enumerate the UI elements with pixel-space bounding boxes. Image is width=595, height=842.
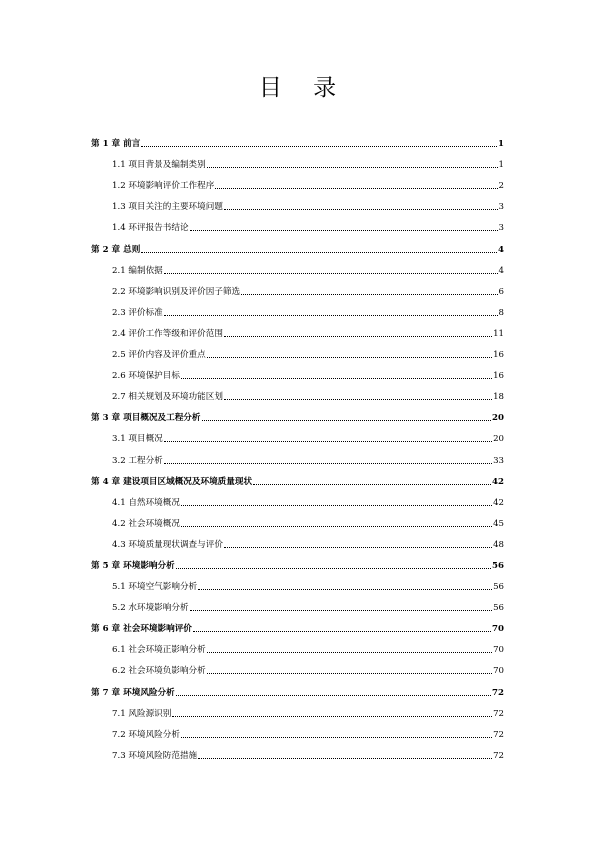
- dot-leader: [193, 631, 491, 632]
- toc-entry-page-number: 3: [498, 202, 504, 213]
- toc-entry-label: 2.1 编制依据: [112, 265, 163, 276]
- toc-entry-page-number: 56: [493, 603, 504, 614]
- toc-chapter-entry[interactable]: [91, 613, 504, 634]
- toc-entry-label: 7.1 风险源识别: [112, 708, 172, 719]
- toc-entry-label: 2.4 评价工作等级和评价范围: [112, 328, 223, 339]
- toc-section-entry[interactable]: [91, 719, 504, 740]
- toc-entry-label: 4.3 环境质量现状调查与评价: [112, 539, 223, 550]
- toc-entry-page-number: 70: [493, 645, 504, 656]
- toc-section-entry[interactable]: [91, 212, 504, 233]
- toc-entry-page-number: 1: [498, 139, 504, 150]
- toc-entry-label: 6.2 社会环境负影响分析: [112, 666, 206, 677]
- toc-entry-label: 1.1 项目背景及编制类别: [112, 160, 206, 171]
- table-of-contents: [91, 128, 504, 761]
- toc-section-entry[interactable]: [91, 444, 504, 465]
- dot-leader: [172, 716, 492, 717]
- toc-entry-page-number: 33: [493, 455, 504, 466]
- toc-section-entry[interactable]: [91, 698, 504, 719]
- dot-leader: [224, 209, 498, 210]
- dot-leader: [164, 463, 492, 464]
- dot-leader: [164, 315, 498, 316]
- toc-entry-page-number: 16: [493, 350, 504, 361]
- toc-section-entry[interactable]: [91, 655, 504, 676]
- toc-chapter-entry[interactable]: [91, 676, 504, 697]
- toc-entry-page-number: 4: [498, 265, 504, 276]
- toc-section-entry[interactable]: [91, 170, 504, 191]
- toc-entry-label: 第 2 章 总则: [91, 244, 141, 255]
- toc-entry-page-number: 72: [493, 729, 504, 740]
- toc-section-entry[interactable]: [91, 508, 504, 529]
- dot-leader: [224, 399, 492, 400]
- dot-leader: [181, 737, 492, 738]
- toc-entry-page-number: 42: [492, 476, 504, 487]
- toc-chapter-entry[interactable]: [91, 233, 504, 254]
- dot-leader: [141, 252, 497, 253]
- toc-entry-page-number: 6: [498, 286, 504, 297]
- toc-entry-page-number: 72: [493, 750, 504, 761]
- dot-leader: [224, 336, 492, 337]
- dot-leader: [190, 230, 498, 231]
- toc-section-entry[interactable]: [91, 634, 504, 655]
- toc-entry-label: 3.1 项目概况: [112, 434, 163, 445]
- dot-leader: [215, 188, 497, 189]
- toc-section-entry[interactable]: [91, 529, 504, 550]
- toc-entry-page-number: 42: [493, 497, 504, 508]
- toc-entry-label: 2.6 环境保护目标: [112, 371, 180, 382]
- toc-section-entry[interactable]: [91, 149, 504, 170]
- toc-entry-page-number: 2: [498, 181, 504, 192]
- toc-entry-label: 2.3 评价标准: [112, 307, 163, 318]
- dot-leader: [141, 146, 497, 147]
- dot-leader: [176, 695, 491, 696]
- toc-chapter-entry[interactable]: [91, 402, 504, 423]
- toc-section-entry[interactable]: [91, 318, 504, 339]
- toc-entry-label: 2.5 评价内容及评价重点: [112, 350, 206, 361]
- toc-entry-page-number: 72: [493, 708, 504, 719]
- toc-entry-page-number: 72: [492, 687, 504, 698]
- dot-leader: [202, 420, 492, 421]
- toc-entry-page-number: 20: [492, 413, 504, 424]
- toc-entry-label: 4.1 自然环境概况: [112, 497, 180, 508]
- toc-entry-page-number: 8: [498, 307, 504, 318]
- toc-section-entry[interactable]: [91, 571, 504, 592]
- toc-entry-page-number: 70: [492, 624, 504, 635]
- toc-entry-label: 第 4 章 建设项目区域概况及环境质量现状: [91, 476, 253, 487]
- dot-leader: [207, 357, 492, 358]
- toc-entry-label: 7.2 环境风险分析: [112, 729, 180, 740]
- toc-entry-page-number: 1: [498, 160, 504, 171]
- toc-entry-label: 第 1 章 前言: [91, 139, 141, 150]
- toc-entry-label: 5.1 环境空气影响分析: [112, 582, 198, 593]
- toc-chapter-entry[interactable]: [91, 128, 504, 149]
- dot-leader: [164, 273, 498, 274]
- toc-entry-label: 第 5 章 环境影响分析: [91, 560, 175, 571]
- toc-entry-page-number: 48: [493, 539, 504, 550]
- toc-entry-label: 1.3 项目关注的主要环境问题: [112, 202, 223, 213]
- toc-entry-label: 第 6 章 社会环境影响评价: [91, 624, 192, 635]
- dot-leader: [241, 294, 497, 295]
- toc-section-entry[interactable]: [91, 487, 504, 508]
- toc-entry-label: 第 3 章 项目概况及工程分析: [91, 413, 201, 424]
- dot-leader: [176, 568, 491, 569]
- toc-entry-page-number: 70: [493, 666, 504, 677]
- dot-leader: [207, 167, 498, 168]
- toc-section-entry[interactable]: [91, 191, 504, 212]
- toc-entry-page-number: 56: [492, 560, 504, 571]
- dot-leader: [198, 589, 492, 590]
- toc-section-entry[interactable]: [91, 740, 504, 761]
- toc-entry-label: 7.3 环境风险防范措施: [112, 750, 198, 761]
- toc-section-entry[interactable]: [91, 255, 504, 276]
- toc-entry-page-number: 56: [493, 582, 504, 593]
- toc-section-entry[interactable]: [91, 423, 504, 444]
- toc-entry-label: 3.2 工程分析: [112, 455, 163, 466]
- dot-leader: [253, 484, 491, 485]
- toc-entry-page-number: 20: [493, 434, 504, 445]
- toc-section-entry[interactable]: [91, 297, 504, 318]
- toc-entry-label: 第 7 章 环境风险分析: [91, 687, 175, 698]
- toc-section-entry[interactable]: [91, 360, 504, 381]
- toc-section-entry[interactable]: [91, 339, 504, 360]
- dot-leader: [207, 652, 492, 653]
- toc-section-entry[interactable]: [91, 592, 504, 613]
- toc-entry-label: 6.1 社会环境正影响分析: [112, 645, 206, 656]
- dot-leader: [164, 441, 492, 442]
- dot-leader: [190, 610, 493, 611]
- dot-leader: [181, 505, 492, 506]
- toc-chapter-entry[interactable]: [91, 550, 504, 571]
- toc-entry-label: 2.2 环境影响识别及评价因子筛选: [112, 286, 241, 297]
- toc-section-entry[interactable]: [91, 381, 504, 402]
- page-title: 目 录: [258, 75, 349, 101]
- dot-leader: [198, 758, 492, 759]
- toc-entry-page-number: 16: [493, 371, 504, 382]
- toc-section-entry[interactable]: [91, 276, 504, 297]
- toc-entry-page-number: 4: [498, 244, 504, 255]
- toc-entry-label: 5.2 水环境影响分析: [112, 603, 189, 614]
- toc-entry-page-number: 3: [498, 223, 504, 234]
- toc-entry-label: 4.2 社会环境概况: [112, 518, 180, 529]
- toc-entry-page-number: 45: [493, 518, 504, 529]
- dot-leader: [181, 378, 492, 379]
- toc-entry-page-number: 11: [493, 328, 504, 339]
- dot-leader: [207, 673, 492, 674]
- toc-entry-page-number: 18: [493, 392, 504, 403]
- toc-entry-label: 1.2 环境影响评价工作程序: [112, 181, 215, 192]
- toc-entry-label: 2.7 相关规划及环境功能区划: [112, 392, 223, 403]
- toc-chapter-entry[interactable]: [91, 466, 504, 487]
- toc-entry-label: 1.4 环评报告书结论: [112, 223, 189, 234]
- dot-leader: [224, 547, 492, 548]
- dot-leader: [181, 526, 492, 527]
